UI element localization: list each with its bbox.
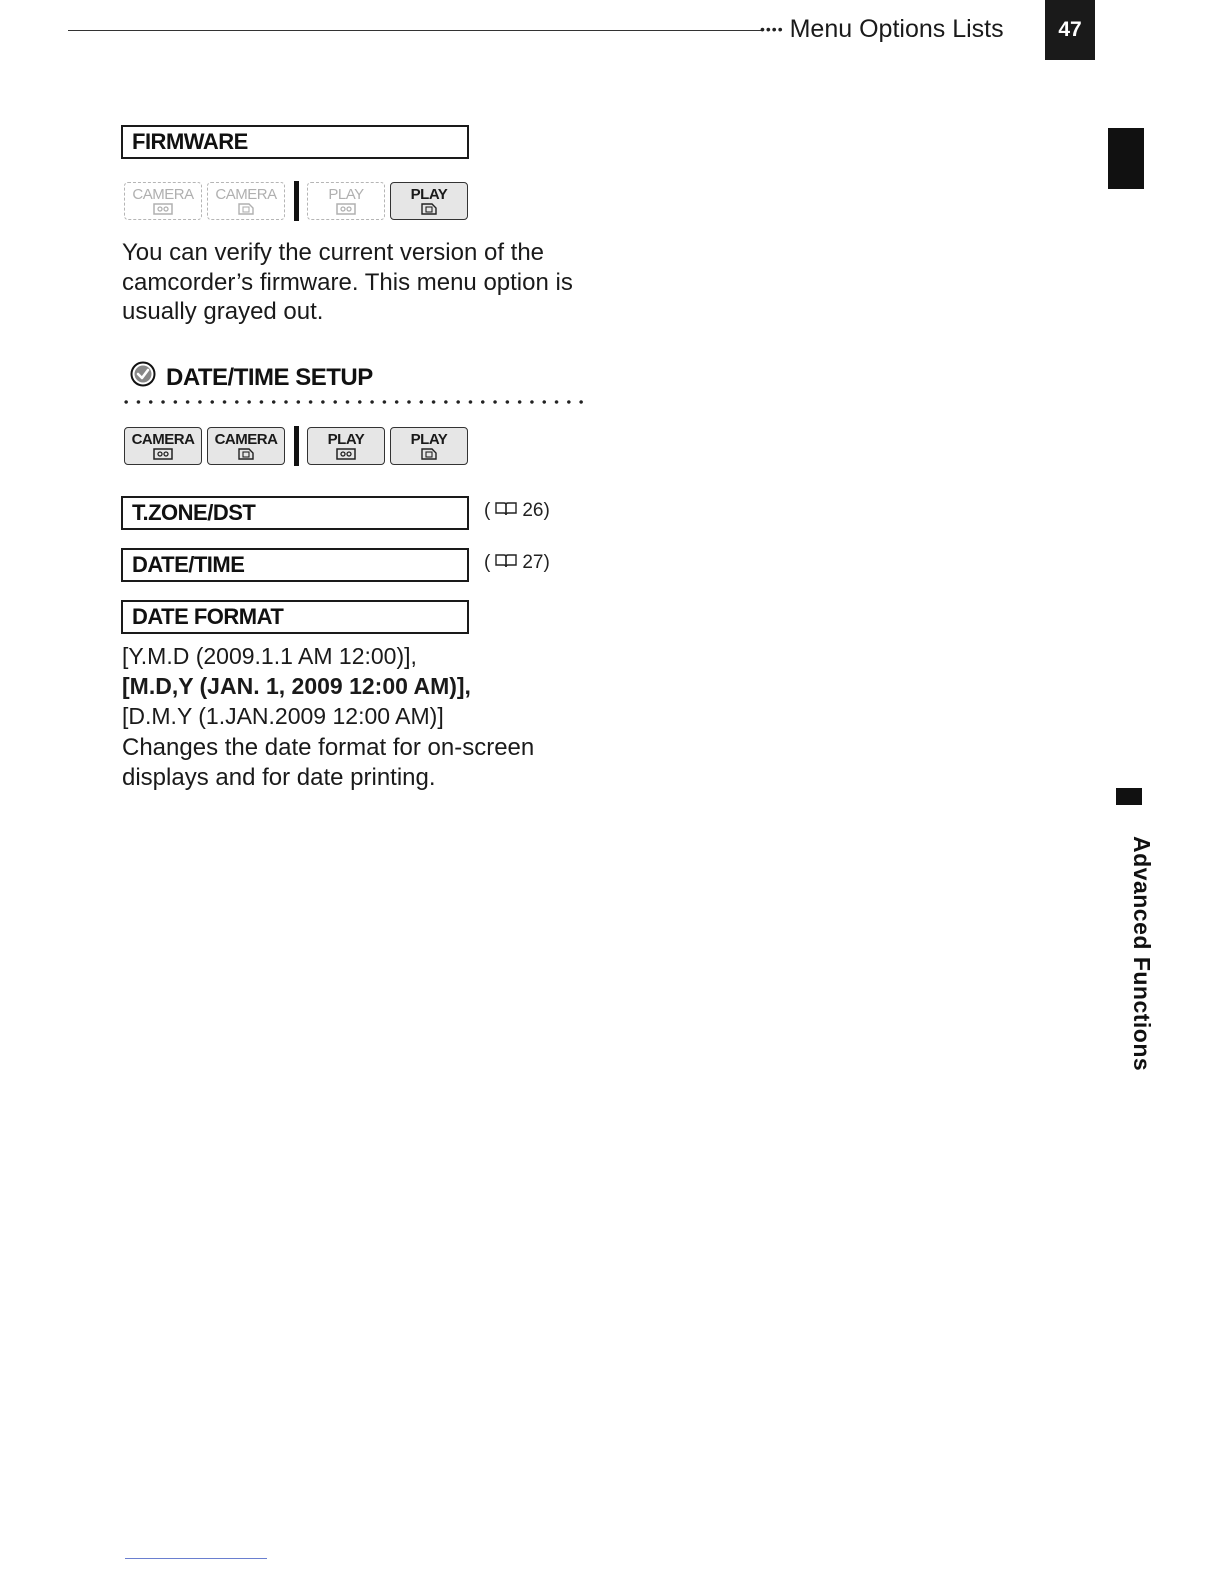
date-format-option-dmy: [D.M.Y (1.JAN.2009 12:00 AM)] [122, 703, 444, 729]
memory-card-icon [235, 448, 257, 461]
mode-camera-tape-icon [124, 427, 202, 465]
memory-card-icon [235, 203, 257, 216]
mode-separator [294, 181, 299, 221]
firmware-mode-icons [124, 180, 473, 222]
firmware-description: You can verify the current version of the camcorder’s firmware. This menu option is usually grayed out. [122, 239, 573, 325]
mode-play-card-icon [390, 182, 468, 220]
datetime-setup-title: DATE/TIME SETUP [166, 363, 373, 391]
tape-icon [335, 203, 357, 216]
mode-label: PLAY [328, 185, 364, 203]
book-icon [494, 552, 518, 574]
datetime-box: DATE/TIME [121, 548, 469, 582]
tape-icon [152, 203, 174, 216]
setup-wrench-icon [130, 361, 156, 394]
chapter-square-marker [1116, 788, 1142, 805]
mode-label: PLAY [410, 430, 448, 448]
header-dots: •••• [760, 21, 784, 37]
firmware-heading-box: FIRMWARE [121, 125, 469, 159]
datetime-mode-icons [124, 425, 473, 467]
mode-separator [294, 426, 299, 466]
header-title-group [760, 12, 1004, 46]
date-format-option-ymd: [Y.M.D (2009.1.1 AM 12:00)], [122, 643, 417, 669]
memory-card-icon [418, 203, 440, 216]
page-number: 47 [1045, 0, 1095, 60]
mode-camera-card-icon [207, 182, 285, 220]
ref-open: ( [484, 500, 491, 521]
mode-play-card-icon [390, 427, 468, 465]
mode-label: CAMERA [215, 185, 277, 203]
mode-label: PLAY [327, 430, 365, 448]
tape-icon [152, 448, 174, 461]
mode-label: PLAY [410, 185, 448, 203]
chapter-tab-marker [1108, 128, 1144, 189]
date-format-option-mdy-default: [M.D,Y (JAN. 1, 2009 12:00 AM)], [122, 673, 471, 699]
mode-camera-card-icon [207, 427, 285, 465]
mode-label: CAMERA [131, 430, 195, 448]
mode-play-tape-icon [307, 182, 385, 220]
tzone-dst-box: T.ZONE/DST [121, 496, 469, 530]
mode-play-tape-icon [307, 427, 385, 465]
header-rule [68, 30, 762, 31]
section-title: Menu Options Lists [789, 14, 1004, 43]
date-format-box: DATE FORMAT [121, 600, 469, 634]
datetime-page-ref [484, 552, 550, 574]
mode-label: CAMERA [214, 430, 278, 448]
tape-icon [335, 448, 357, 461]
mode-label: CAMERA [132, 185, 194, 203]
tzone-page-ref [484, 500, 550, 522]
book-icon [494, 500, 518, 522]
ref-page: 26) [522, 500, 550, 521]
ref-open: ( [484, 552, 491, 573]
mode-camera-tape-icon [124, 182, 202, 220]
ref-page: 27) [522, 552, 550, 573]
footer-rule [125, 1558, 267, 1559]
dotted-divider [120, 399, 590, 405]
memory-card-icon [418, 448, 440, 461]
chapter-label: Advanced Functions [1129, 836, 1155, 1072]
datetime-setup-heading [130, 361, 373, 394]
date-format-description: Changes the date format for on-screen displays and for date printing. [122, 734, 535, 791]
